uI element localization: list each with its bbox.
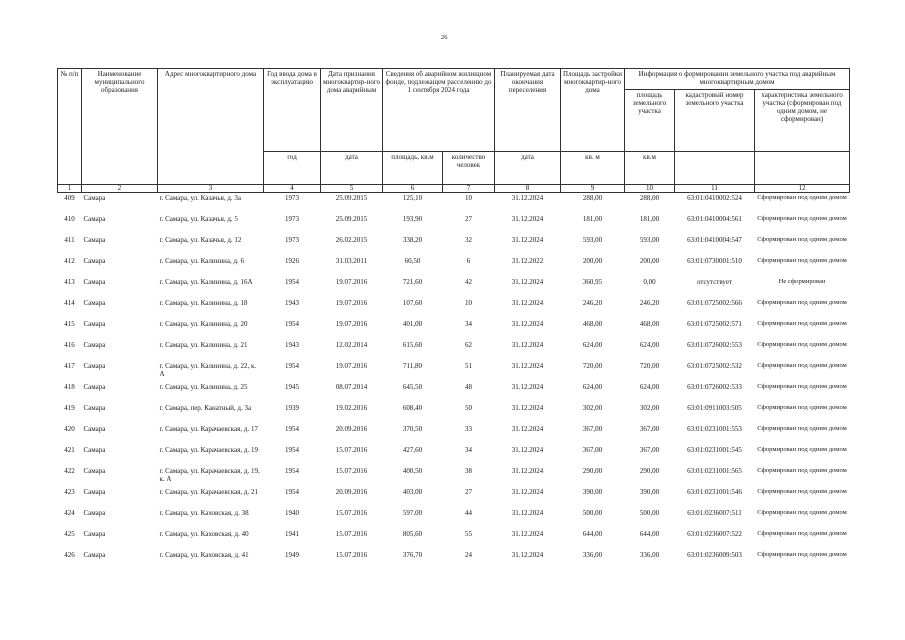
unit-date-recognized: дата [321, 152, 383, 185]
year-cell: 1973 [285, 194, 299, 202]
row-number: 413 [64, 277, 75, 286]
building-area-cell: 720,00 [582, 361, 603, 370]
status-cell: Сформирован под одним домом [757, 256, 847, 264]
year-cell: 1949 [285, 550, 299, 559]
table-row [58, 487, 850, 508]
status-cell: Сформирован под одним домом [757, 319, 847, 327]
header-characteristic: характеристика земельного участка (сформирован под одним домом, не сформирован) [755, 90, 850, 152]
table-row [58, 193, 850, 214]
date-recognized-cell: 19.07.2016 [335, 361, 368, 370]
land-area-cell: 468,00 [639, 319, 660, 328]
planned-date-cell: 31.12.2024 [511, 361, 544, 370]
table-body [58, 193, 850, 571]
year-cell: 1943 [285, 340, 299, 349]
area-cell: 401,00 [402, 319, 423, 328]
cadastral-cell: 63:01:0726002:553 [687, 340, 742, 349]
municipality-cell: Самара [83, 298, 106, 307]
year-cell: 1940 [285, 508, 299, 517]
address-cell: г. Самара, пер. Канатный, д. 3а [159, 403, 252, 412]
planned-date-cell: 31.12.2024 [511, 194, 544, 202]
address-cell: г. Самара, ул. Казачья, д. 5 [159, 214, 238, 223]
building-area-cell: 200,00 [582, 256, 603, 265]
people-cell: 44 [465, 508, 472, 517]
municipality-cell: Самара [83, 214, 106, 223]
status-cell: Сформирован под одним домом [757, 298, 847, 306]
area-cell: 645,50 [402, 382, 423, 391]
year-cell: 1954 [285, 277, 299, 286]
people-cell: 6 [466, 256, 471, 265]
header-address: Адрес многоквартирного дома [158, 69, 264, 185]
row-number: 417 [64, 361, 75, 370]
unit-people: количество человек [443, 152, 495, 185]
column-number: 4 [264, 185, 321, 193]
building-area-cell: 181,00 [582, 214, 603, 223]
column-number: 11 [675, 185, 755, 193]
date-recognized-cell: 20.09.2016 [335, 487, 368, 496]
cadastral-cell: 63:01:0231001:565 [687, 466, 742, 475]
year-cell: 1939 [285, 403, 299, 412]
land-area-cell: 500,00 [639, 508, 660, 517]
land-area-cell: 593,00 [639, 235, 660, 244]
cadastral-cell: 63:01:0726002:533 [687, 382, 742, 391]
row-number: 422 [64, 466, 75, 475]
people-cell: 33 [465, 424, 472, 433]
year-cell: 1973 [285, 235, 299, 244]
status-cell: Сформирован под одним домом [757, 382, 847, 390]
status-cell: Сформирован под одним домом [757, 194, 847, 201]
table-header [58, 69, 850, 193]
column-number-row [58, 185, 850, 193]
people-cell: 62 [465, 340, 472, 349]
municipality-cell: Самара [83, 235, 106, 244]
land-area-cell: 367,00 [639, 424, 660, 433]
people-cell: 42 [465, 277, 472, 286]
date-recognized-cell: 08.07.2014 [335, 382, 368, 391]
area-cell: 597,00 [402, 508, 423, 517]
area-cell: 711,80 [403, 361, 422, 370]
table-row [58, 403, 850, 424]
status-cell: Сформирован под одним домом [757, 235, 847, 243]
people-cell: 27 [465, 214, 472, 223]
row-number: 416 [64, 340, 75, 349]
municipality-cell: Самара [83, 194, 106, 202]
municipality-cell: Самара [83, 529, 106, 538]
planned-date-cell: 31.12.2022 [511, 256, 544, 265]
date-recognized-cell: 26.02.2015 [335, 235, 368, 244]
date-recognized-cell: 19.07.2016 [335, 277, 368, 286]
planned-date-cell: 31.12.2024 [511, 214, 544, 223]
row-number: 421 [64, 445, 75, 454]
year-cell: 1954 [285, 361, 299, 370]
address-cell: г. Самара, ул. Карачаевская, д. 19, к. А [159, 466, 260, 483]
planned-date-cell: 31.12.2024 [511, 445, 544, 454]
date-recognized-cell: 31.03.2011 [335, 256, 368, 265]
status-cell: Сформирован под одним домом [757, 340, 847, 348]
address-cell: г. Самара, ул. Каховская, д. 41 [159, 550, 249, 559]
planned-date-cell: 31.12.2024 [511, 466, 544, 475]
municipality-cell: Самара [83, 361, 106, 370]
emergency-housing-table [57, 68, 850, 571]
date-recognized-cell: 15.07.2016 [335, 529, 368, 538]
date-recognized-cell: 15.07.2016 [335, 466, 368, 475]
header-emergency-fund: Сведения об аварийном жилищном фонде, подлежащем расселению до 1 сентября 2024 года [383, 69, 495, 152]
land-area-cell: 302,00 [639, 403, 660, 412]
land-area-cell: 0,00 [643, 277, 656, 286]
planned-date-cell: 31.12.2024 [511, 298, 544, 307]
address-cell: г. Самара, ул. Казачья, д. 12 [159, 235, 242, 244]
planned-date-cell: 31.12.2024 [511, 508, 544, 517]
column-number: 7 [443, 185, 495, 193]
status-cell: Сформирован под одним домом [757, 403, 847, 411]
building-area-cell: 624,00 [582, 382, 603, 391]
year-cell: 1945 [285, 382, 299, 391]
people-cell: 34 [465, 319, 472, 328]
cadastral-cell: 63:01:0725002:532 [687, 361, 742, 370]
column-number: 5 [321, 185, 383, 193]
people-cell: 24 [465, 550, 472, 559]
date-recognized-cell: 20.09.2016 [335, 424, 368, 433]
address-cell: г. Самара, ул. Калинина, д. 25 [159, 382, 248, 391]
date-recognized-cell: 15.07.2016 [335, 508, 368, 517]
municipality-cell: Самара [83, 256, 106, 265]
year-cell: 1954 [285, 487, 299, 496]
date-recognized-cell: 25.09.2015 [335, 194, 368, 202]
table-row [58, 424, 850, 445]
column-number: 3 [158, 185, 264, 193]
address-cell: г. Самара, ул. Калинина, д. 22, к. А [159, 361, 257, 378]
area-cell: 193,90 [402, 214, 423, 223]
cadastral-cell: 63:01:0725002:566 [687, 298, 742, 307]
area-cell: 608,40 [402, 403, 423, 412]
people-cell: 10 [465, 194, 472, 202]
planned-date-cell: 31.12.2024 [511, 319, 544, 328]
cadastral-cell: 63:01:0236009:503 [687, 550, 742, 559]
people-cell: 32 [465, 235, 472, 244]
date-recognized-cell: 12.02.2014 [335, 340, 368, 349]
year-cell: 1943 [285, 298, 299, 307]
planned-date-cell: 31.12.2024 [511, 382, 544, 391]
date-recognized-cell: 19.07.2016 [335, 298, 368, 307]
address-cell: г. Самара, ул. Калинина, д. 6 [159, 256, 245, 265]
column-number: 1 [58, 185, 82, 193]
header-land-info: Информация о формировании земельного участка под аварийным многоквартирным домом [625, 69, 850, 90]
unit-area: площадь, кв.м [383, 152, 443, 185]
status-cell: Сформирован под одним домом [757, 487, 847, 495]
address-cell: г. Самара, ул. Каховская, д. 38 [159, 508, 249, 517]
status-cell: Сформирован под одним домом [757, 466, 847, 474]
year-cell: 1941 [285, 529, 299, 538]
land-area-cell: 367,00 [639, 445, 660, 454]
planned-date-cell: 31.12.2024 [511, 550, 544, 559]
header-cadastral: кадастровый номер земельного участка [675, 90, 755, 152]
address-cell: г. Самара, ул. Карачаевская, д. 19 [159, 445, 258, 454]
people-cell: 48 [465, 382, 472, 391]
cadastral-cell: 63:01:0410002:524 [687, 194, 742, 202]
column-number: 9 [561, 185, 625, 193]
row-number: 419 [64, 403, 75, 412]
planned-date-cell: 31.12.2024 [511, 277, 544, 286]
year-cell: 1926 [285, 256, 299, 265]
row-number: 409 [64, 194, 75, 202]
status-cell: Сформирован под одним домом [757, 214, 847, 222]
area-cell: 400,50 [402, 466, 423, 475]
date-recognized-cell: 19.07.2016 [335, 319, 368, 328]
row-number: 418 [64, 382, 75, 391]
people-cell: 38 [465, 466, 472, 475]
column-number: 12 [755, 185, 850, 193]
municipality-cell: Самара [83, 424, 106, 433]
row-number: 414 [64, 298, 75, 307]
municipality-cell: Самара [83, 403, 106, 412]
land-area-cell: 624,00 [639, 340, 660, 349]
land-area-cell: 720,00 [639, 361, 660, 370]
cadastral-cell: 63:01:0231001:546 [687, 487, 742, 496]
area-cell: 615,60 [402, 340, 423, 349]
area-cell: 107,60 [402, 298, 423, 307]
planned-date-cell: 31.12.2024 [511, 529, 544, 538]
status-cell: Сформирован под одним домом [757, 445, 847, 453]
address-cell: г. Самара, ул. Калинина, д. 20 [159, 319, 248, 328]
date-recognized-cell: 15.07.2016 [335, 445, 368, 454]
area-cell: 721,60 [402, 277, 423, 286]
status-cell: Не сформирован [778, 277, 826, 285]
building-area-cell: 360,95 [582, 277, 603, 286]
land-area-cell: 336,00 [639, 550, 660, 559]
cadastral-cell: 63:01:0231001:553 [687, 424, 742, 433]
municipality-cell: Самара [83, 508, 106, 517]
table-row [58, 445, 850, 466]
header-planned-date: Планируемая дата окончания переселения [495, 69, 561, 152]
table-row [58, 298, 850, 319]
land-area-cell: 200,00 [639, 256, 660, 265]
building-area-cell: 367,00 [582, 424, 603, 433]
address-cell: г. Самара, ул. Карачаевская, д. 17 [159, 424, 258, 433]
table-row [58, 319, 850, 340]
building-area-cell: 468,00 [582, 319, 603, 328]
status-cell: Сформирован под одним домом [757, 550, 847, 558]
column-number: 10 [625, 185, 675, 193]
building-area-cell: 390,00 [582, 487, 603, 496]
address-cell: г. Самара, ул. Каховская, д. 40 [159, 529, 249, 538]
cadastral-cell: 63:01:0236007:511 [687, 508, 742, 517]
column-number: 2 [82, 185, 158, 193]
building-area-cell: 593,00 [582, 235, 603, 244]
area-cell: 338,20 [402, 235, 423, 244]
table-row [58, 382, 850, 403]
building-area-cell: 624,00 [582, 340, 603, 349]
land-area-cell: 181,00 [639, 214, 660, 223]
area-cell: 427,60 [402, 445, 423, 454]
cadastral-cell: 63:01:0911003:505 [687, 403, 742, 412]
year-cell: 1954 [285, 466, 299, 475]
area-cell: 60,50 [404, 256, 421, 265]
address-cell: г. Самара, ул. Калинина, д. 18 [159, 298, 248, 307]
municipality-cell: Самара [83, 445, 106, 454]
land-area-cell: 246,20 [639, 298, 660, 307]
municipality-cell: Самара [83, 340, 106, 349]
date-recognized-cell: 15.07.2016 [335, 550, 368, 559]
land-area-cell: 290,00 [639, 466, 660, 475]
land-area-cell: 390,00 [639, 487, 660, 496]
row-number: 426 [64, 550, 75, 559]
area-cell: 370,50 [402, 424, 423, 433]
area-cell: 376,70 [402, 550, 423, 559]
header-num: № п/п [58, 69, 82, 185]
year-cell: 1954 [285, 424, 299, 433]
column-number: 6 [383, 185, 443, 193]
unit-planned-date: дата [495, 152, 561, 185]
building-area-cell: 246,20 [582, 298, 603, 307]
row-number: 415 [64, 319, 75, 328]
people-cell: 50 [465, 403, 472, 412]
unit-building-area: кв. м [561, 152, 625, 185]
municipality-cell: Самара [83, 382, 106, 391]
table-row [58, 508, 850, 529]
header-building-area: Площадь застройки многоквартир-ного дома [561, 69, 625, 152]
table-row [58, 529, 850, 550]
header-date-recognized: Дата признания многоквартир-ного дома аварийным [321, 69, 383, 152]
row-number: 410 [64, 214, 75, 223]
land-area-cell: 644,00 [639, 529, 660, 538]
page-number: 26 [441, 34, 448, 41]
row-number: 425 [64, 529, 75, 538]
table-row [58, 340, 850, 361]
building-area-cell: 288,00 [582, 194, 603, 202]
people-cell: 34 [465, 445, 472, 454]
area-cell: 125,10 [402, 194, 423, 202]
planned-date-cell: 31.12.2024 [511, 403, 544, 412]
unit-land-area: кв.м [625, 152, 675, 185]
table-row [58, 256, 850, 277]
building-area-cell: 644,00 [582, 529, 603, 538]
municipality-cell: Самара [83, 550, 106, 559]
cadastral-cell: 63:01:0231001:545 [687, 445, 742, 454]
cadastral-cell: 63:01:0410004:561 [687, 214, 742, 223]
year-cell: 1954 [285, 319, 299, 328]
land-area-cell: 288,00 [639, 194, 660, 202]
header-municipality: Наименование муниципального образования [82, 69, 158, 185]
planned-date-cell: 31.12.2024 [511, 340, 544, 349]
municipality-cell: Самара [83, 319, 106, 328]
header-land-area: площадь земельного участка [625, 90, 675, 152]
table-row [58, 466, 850, 487]
status-cell: Сформирован под одним домом [757, 508, 847, 516]
status-cell: Сформирован под одним домом [757, 424, 847, 432]
address-cell: г. Самара, ул. Казачья, д. 3а [159, 194, 242, 202]
table-row [58, 277, 850, 298]
header-year-commission: Год ввода дома в эксплуатацию [264, 69, 321, 152]
row-number: 412 [64, 256, 75, 265]
cadastral-cell: 63:01:0236007:522 [687, 529, 742, 538]
building-area-cell: 500,00 [582, 508, 603, 517]
year-cell: 1954 [285, 445, 299, 454]
people-cell: 10 [465, 298, 472, 307]
building-area-cell: 302,00 [582, 403, 603, 412]
address-cell: г. Самара, ул. Калинина, д. 21 [159, 340, 248, 349]
date-recognized-cell: 19.02.2016 [335, 403, 368, 412]
cadastral-cell: 63:01:0730001:510 [687, 256, 742, 265]
table-row [58, 361, 850, 382]
people-cell: 51 [465, 361, 472, 370]
planned-date-cell: 31.12.2024 [511, 235, 544, 244]
row-number: 424 [64, 508, 75, 517]
planned-date-cell: 31.12.2024 [511, 424, 544, 433]
status-cell: Сформирован под одним домом [757, 529, 847, 537]
row-number: 420 [64, 424, 75, 433]
municipality-cell: Самара [83, 277, 106, 286]
year-cell: 1973 [285, 214, 299, 223]
land-area-cell: 624,00 [639, 382, 660, 391]
column-number: 8 [495, 185, 561, 193]
planned-date-cell: 31.12.2024 [511, 487, 544, 496]
building-area-cell: 290,00 [582, 466, 603, 475]
address-cell: г. Самара, ул. Карачаевская, д. 21 [159, 487, 258, 496]
cadastral-cell: 63:01:0410004:547 [687, 235, 742, 244]
people-cell: 27 [465, 487, 472, 496]
area-cell: 403,00 [402, 487, 423, 496]
unit-year: год [264, 152, 321, 185]
table-row [58, 214, 850, 235]
table-row [58, 550, 850, 571]
table-row [58, 235, 850, 256]
people-cell: 55 [465, 529, 472, 538]
municipality-cell: Самара [83, 487, 106, 496]
address-cell: г. Самара, ул. Калинина, д. 16А [159, 277, 253, 286]
status-cell: Сформирован под одним домом [757, 361, 847, 369]
area-cell: 805,60 [402, 529, 423, 538]
cadastral-cell: 63:01:0725002:571 [687, 319, 742, 328]
date-recognized-cell: 25.09.2015 [335, 214, 368, 223]
row-number: 411 [64, 235, 75, 244]
building-area-cell: 336,00 [582, 550, 603, 559]
building-area-cell: 367,00 [582, 445, 603, 454]
row-number: 423 [64, 487, 75, 496]
municipality-cell: Самара [83, 466, 106, 475]
cadastral-cell: отсутствует [696, 277, 733, 286]
